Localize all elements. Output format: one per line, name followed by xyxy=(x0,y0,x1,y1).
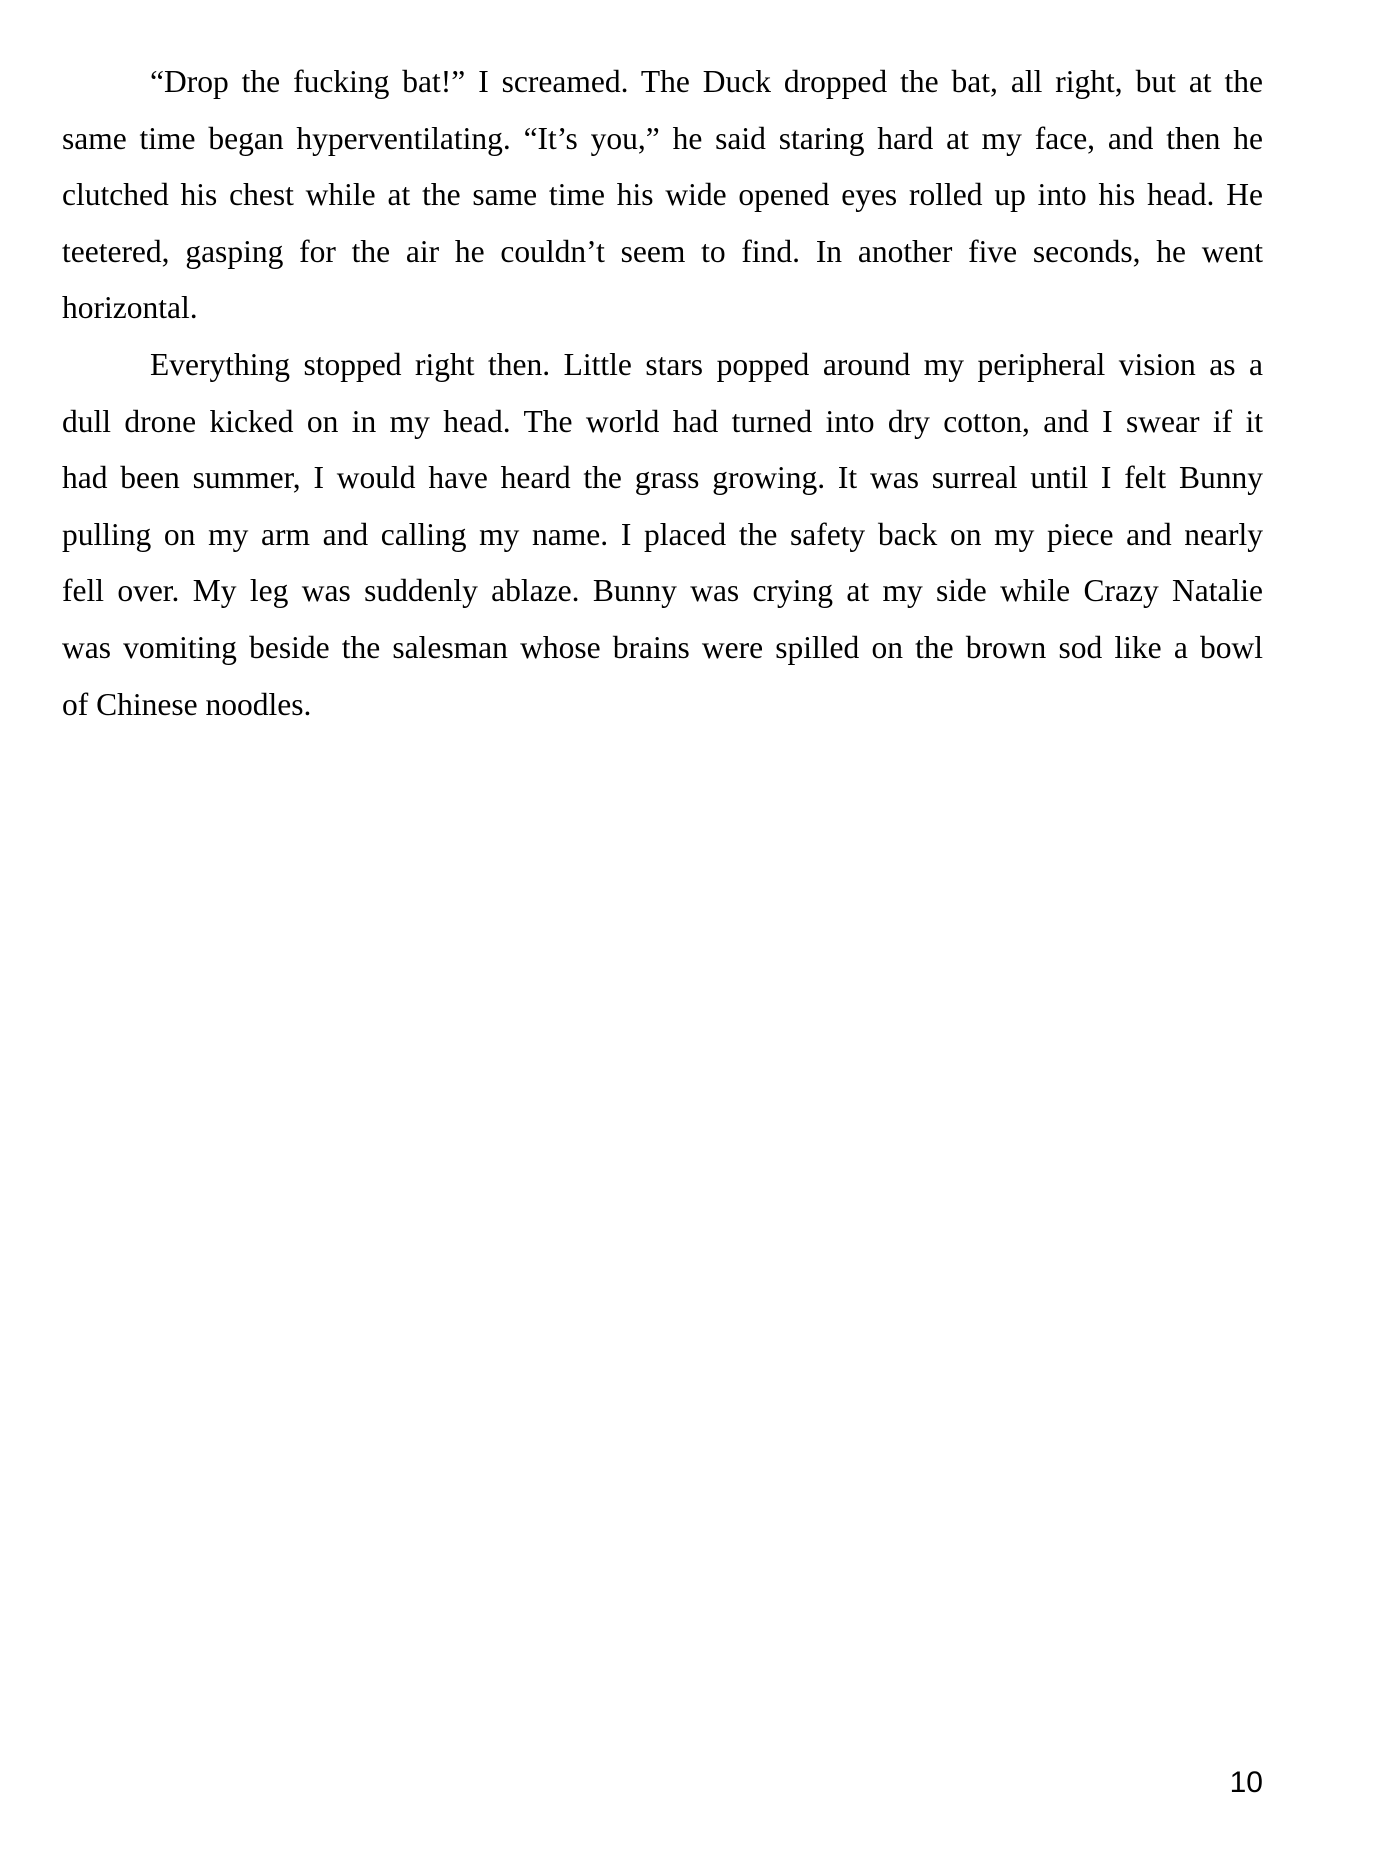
text-line: clutched his chest while at the same time his wide opened eyes rolled up into his head. He xyxy=(62,177,1263,213)
text-line: had been summer, I would have heard the grass growing. It was surreal until I felt Bunny xyxy=(62,460,1263,496)
text-line: “Drop the fucking bat!” I screamed. The Duck dropped the bat, all right, but at the xyxy=(150,64,1263,99)
text-line: was vomiting beside the salesman whose brains were spilled on the brown sod like a bowl xyxy=(62,629,1263,665)
text-line: horizontal. xyxy=(62,290,198,326)
text-line: fell over. My leg was suddenly ablaze. Bunny was crying at my side while Crazy Natalie xyxy=(62,573,1263,609)
text-line: same time began hyperventilating. “It’s you,” he said staring hard at my face, and then he xyxy=(62,120,1263,156)
paragraph xyxy=(62,337,1263,733)
text-line: of Chinese noodles. xyxy=(62,686,312,722)
text-line: teetered, gasping for the air he couldn’t seem to find. In another five seconds, he went xyxy=(62,233,1263,269)
text-block xyxy=(62,54,1263,733)
page-number: 10 xyxy=(1229,1766,1263,1799)
paragraph xyxy=(62,54,1263,337)
text-line: dull drone kicked on in my head. The world had turned into dry cotton, and I swear if it xyxy=(62,403,1263,439)
text-line: Everything stopped right then. Little stars popped around my peripheral vision as a xyxy=(150,346,1263,382)
text-line: pulling on my arm and calling my name. I placed the safety back on my piece and nearly xyxy=(62,516,1263,552)
